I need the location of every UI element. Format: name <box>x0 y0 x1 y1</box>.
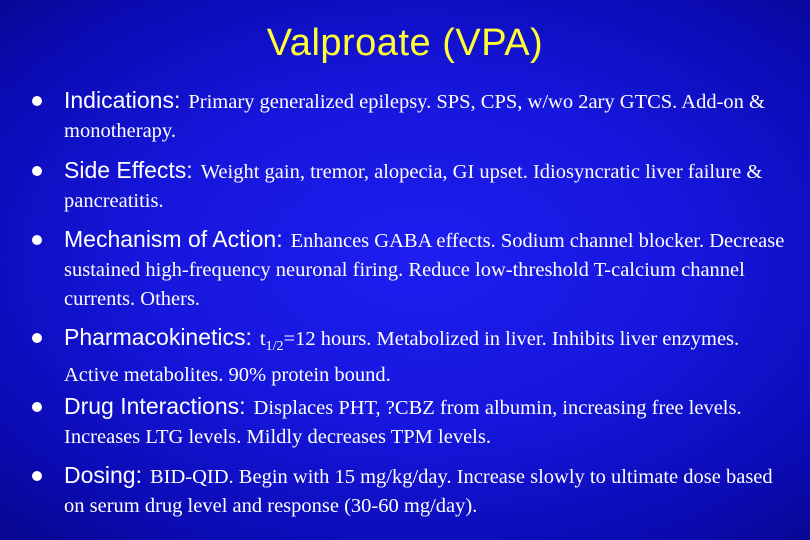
slide-title-text: Valproate (VPA) <box>266 22 544 64</box>
bullet-drug-interactions <box>64 392 794 452</box>
bullet-dot-icon <box>32 96 42 106</box>
bullet-text: Enhances GABA effects. Sodium channel blocker. Decrease sustained high-frequency neuronal firing. Reduce low-threshold T-calcium channel currents. Others. <box>64 230 785 310</box>
bullet-dot-icon <box>32 235 42 245</box>
bullet-label: Indications: <box>64 87 181 113</box>
half-life-symbol: t <box>259 328 266 350</box>
bullet-text: Weight gain, tremor, alopecia, GI upset. Idiosyncratic liver failure & pancreatitis. <box>64 161 763 212</box>
bullet-side-effects <box>64 156 794 216</box>
bullet-dot-icon <box>32 166 42 176</box>
bullet-dot-icon <box>32 333 42 343</box>
bullet-text: Primary generalized epilepsy. SPS, CPS, w/wo 2ary GTCS. Add-on & monotherapy. <box>64 91 765 142</box>
bullet-label: Mechanism of Action: <box>64 226 283 252</box>
half-life-subscript: 1/2 <box>265 339 284 354</box>
bullet-mechanism <box>64 225 794 314</box>
bullet-label: Side Effects: <box>64 157 193 183</box>
bullet-label: Drug Interactions: <box>64 393 246 419</box>
bullet-label: Dosing: <box>64 462 142 488</box>
bullet-text: BID-QID. Begin with 15 mg/kg/day. Increase slowly to ultimate dose based on serum drug level and response (30-60 mg/day). <box>64 466 773 517</box>
bullet-pharmacokinetics <box>64 323 794 390</box>
bullet-text: =12 hours. Metabolized in liver. Inhibits liver enzymes. Active metabolites. 90% protein bound. <box>64 328 740 386</box>
bullet-dosing <box>64 461 794 521</box>
bullet-label: Pharmacokinetics: <box>64 324 252 350</box>
bullet-dot-icon <box>32 471 42 481</box>
bullet-indications <box>64 86 794 146</box>
bullet-dot-icon <box>32 402 42 412</box>
bullet-text: Displaces PHT, ?CBZ from albumin, increasing free levels. Increases LTG levels. Mildly decreases TPM levels. <box>64 397 742 448</box>
